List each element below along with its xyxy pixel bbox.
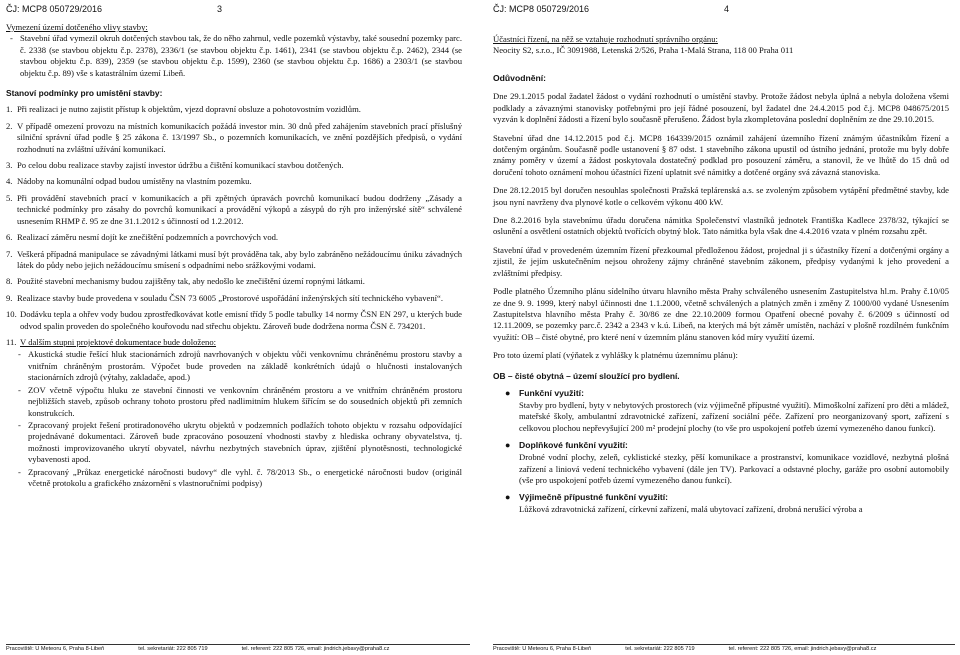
condition-item: 8. Použité stavební mechanismy budou zajištěny tak, aby nedošlo ke znečištění území ropnými látkami. (6, 276, 365, 287)
affected-area-item: - Stavební úřad vymezil okruh dotčených stavbou tak, že do něho zahrnul, vedle pozemků výstavby, také sousední pozemky parc. č. 2338 (se stavbou objektu č.p. 2378), 2336/1 (se stavbou objektu č.p. 1461), 2341 (se stavbou objektu č.p. 2462), 2344 (se stavbou objektu č.p. 839), 2359 (se stavbou objektu č.p. 1599), 2360 (se stavbou objektu č.p. 1686) a 2303/1 (se stavbou objektu č.p. 89) vše s katastrálním území Libeň. (10, 33, 462, 78)
reasoning-paragraph: Stavební úřad dne 14.12.2015 pod č.j. MCP8 164339/2015 oznámil zahájení územního řízení známým účastníkům řízení a dotčeným orgánům. Současně podle ustanovení § 87 odst. 1 stavebního zákona upustil od ústního jednání, protože mu byly dobře známy poměry v území a žádost poskytovala dostatečný podklad pro posouzení záměru, a stanovil, že ve lhůtě do 15 dnů od doručení tohoto oznámení mohou účastníci řízení uplatnit své námitky a dotčené orgány svá závazná stanoviska. (493, 132, 949, 177)
zone-title: OB – čisté obytná – území sloužící pro bydlení. (493, 370, 680, 381)
zone-item: ● Doplňkové funkční využití: (505, 440, 628, 451)
zone-item: ● Funkční využití: (505, 387, 584, 398)
page-footer: Pracoviště: U Meteoru 6, Praha 8-Libeň tel. sekretariát: 222 805 719 tel. referent: 222 805 726, email: jindrich.jebavy@praha8.cz (493, 644, 955, 653)
condition-item: 7. Veškerá případná manipulace se závadnými látkami musí být prováděna tak, aby bylo zabráněno nežádoucímu úniku závadných látek do půdy nebo jejich nežádoucímu smísení s odpadními nebo srážkovými vodami. (6, 248, 462, 270)
affected-area-text: Stavební úřad vymezil okruh dotčených stavbou tak, že do něho zahrnul, vedle pozemků výstavby, také sousední pozemky parc. č. 2338 (se stavbou objektu č.p. 2378), 2336/1 (se stavbou objektu č.p. 1461), 2341 (se stavbou objektu č.p. 2462), 2344 (se stavbou objektu č.p. 839), 2359 (se stavbou objektu č.p. 1599), 2360 (se stavbou objektu č.p. 1686) a 2303/1 (se stavbou objektu č.p. 89) vše s katastrálním území Libeň. (20, 33, 462, 78)
condition-item: 9. Realizace stavby bude provedena v souladu ČSN 73 6005 „Prostorové uspořádání inženýrských sítí technického vybavení“. (6, 292, 443, 303)
condition-item: 6. Realizací záměru nesmí dojít ke znečištění podzemních a povrchových vod. (6, 232, 279, 243)
reasoning-paragraph: Dne 29.1.2015 podal žadatel žádost o vydání rozhodnutí o umístění stavby. Protože žádost nebyla úplná a nebyla doložena všemi podklady a závaznými stanovisky potřebnými pro její řádné posouzení, byl žadatel dne 24.4.2015 pod č.j. MCP8 048675/2015 vyzván k doplnění žádosti a řízení bylo současně přerušeno. Žádost byla zkompletována poslední doplněním ze dne 29.10.2015. (493, 91, 949, 125)
page-number: 3 (216, 4, 222, 14)
reasoning-paragraph: Stavební úřad v provedeném územním řízení přezkoumal předloženou žádost, projednal ji s účastníky řízení a dotčenými orgány a zjistil, že jejím uskutečněním nejsou ohroženy zájmy chráněné stavebním zákonem, předpisy vydanými k jeho provedení a zvláštními předpisy. (493, 244, 949, 278)
documentation-item: - Akustická studie řešící hluk stacionárních zdrojů navrhovaných v objektu vůči venkovnímu chráněnému prostoru stavby a vnitřním chráněným prostorám. Výpočet bude proveden na základě konkrétních údajů o hlučnosti instalovaných stacionárních zdrojů (výtahy, zakladače, apod.) (18, 349, 462, 383)
reasoning-paragraph: Dne 28.12.2015 byl doručen nesouhlas společnosti Pražská teplárenská a.s. se zvoleným způsobem vytápění předmětné stavby, kde jsou nyní navrženy dva plynové kotle o celkovém výkonu 400 kW. (493, 185, 949, 207)
reasoning-paragraph: Podle platného Územního plánu sídelního útvaru hlavního města Prahy schváleného usnesením Zastupitelstva hl.m. Prahy č.10/05 ze dne 9. 9. 1999, který nabyl účinnosti dne 1.1.2000, včetně schválených a platných změn i změny Z 1000/00 vydané Usnesením Zastupitelstva hlavního města Prahy č. 30/86 ze dne 22.10.2009 formou Opatření obecné povahy č. 6/2009 s účinností od 12.11.2009, se pozemky parc.č. 2342 a 2343 v k.ú. Libeň, na kterých má být záměr umístěn, nachází v plošně rozdílném funkčním využití: OB – čisté obytné, pro které není v územním plánu stanoven kód míry využití území. (493, 286, 949, 342)
reasoning-title: Odůvodnění: (493, 72, 546, 83)
documentation-item: - ZOV včetně výpočtu hluku ze stavební činnosti ve venkovním chráněném prostoru a ve vnitřním chráněném prostoru nejbližších staveb, způsob ochrany tohoto prostoru před nadlimitním hlukem šířícím se do sousedních objektů při zemních konstrukcích. (18, 384, 462, 418)
page-header (6, 4, 462, 18)
participants-text: Neocity S2, s.r.o., IČ 3091988, Letenská 2/526, Praha 1-Malá Strana, 118 00 Praha 011 (493, 45, 794, 56)
page-footer: Pracoviště: U Meteoru 6, Praha 8-Libeň tel. sekretariát: 222 805 719 tel. referent: 222 805 726, email: jindrich.jebavy@praha8.cz (6, 644, 470, 653)
condition-item: 4. Nádoby na komunální odpad budou umístěny na vlastním pozemku. (6, 176, 252, 187)
condition-item: 1. Při realizaci je nutno zajistit přístup k objektům, vjezd dopravní obsluze a pohotovostním vozidlům. (6, 104, 361, 115)
reference-number: ČJ: MCP8 050729/2016 (493, 4, 590, 14)
conditions-title: Stanoví podmínky pro umístění stavby: (6, 88, 163, 99)
participants-title: Účastníci řízení, na něž se vztahuje rozhodnutí správního orgánu: (493, 34, 718, 44)
documentation-item: - Zpracovaný projekt řešení protiradonového ukrytu objektů v podzemních podlažích tohoto objektu v rozsahu odpovídající projednávané dokumentaci. Zároveň bude zpracováno posouzení vhodnosti stavby z hlediska ochrany obyvatelstva, tj. možnosti improvizovaného ukrytí obyvatel, návrhu nezbytných stavebních úprav, zjištění plynotěsnosti, technologické vybavenosti apod. (18, 419, 462, 465)
page-3 (0, 0, 470, 655)
condition-item: 11. V dalším stupni projektové dokumentace bude doloženo: (6, 337, 217, 348)
zone-item-text: Stavby pro bydlení, byty v nebytových prostorech (viz výjimečně přípustné využití). Mimoškolní zařízení pro děti a mládež, mateřské školy, ambulantní zdravotnické zařízení, zařízení sociální péče. Zařízení pro neorganizovaný sport, zařízení s celkovou plochou nepřevyšující 200 m² prodejní plochy (to vše pro uspokojení potřeb území vymezeného danou funkcí). (519, 399, 949, 433)
conditions-list (6, 104, 462, 489)
condition-item: 10. Dodávku tepla a ohřev vody budou zprostředkovávat kotle emisní třídy 5 podle tabulky 14 normy ČSN EN 297, u kterých bude odvod spalin proveden do společného kouřovodu nad střechu objektu. Zároveň bude dodržena norma ČSN č. 734201. (6, 309, 462, 331)
page-number: 4 (723, 4, 729, 14)
page-4 (487, 0, 957, 655)
zone-item-text: Lůžková zdravotnická zařízení, církevní zařízení, malá ubytovací zařízení, drobná nerušící výroba a (519, 504, 863, 515)
reference-number: ČJ: MCP8 050729/2016 (6, 4, 103, 14)
page-header (493, 4, 949, 18)
reasoning-paragraph: Pro toto území platí (výňatek z vyhlášky k platnému územnímu plánu): (493, 350, 738, 361)
documentation-item: - Zpracovaný „Průkaz energetické náročnosti budovy“ dle vyhl. č. 78/2013 Sb., o energetické náročnosti budov (originál včetně protokolu a grafického znázornění s vlastnoručními podpisy) (18, 466, 462, 489)
reasoning-paragraph: Dne 8.2.2016 byla stavebnímu úřadu doručena námitka Společenství vlastníků jednotek Františka Kadlece 2378/32, týkající se oslunění a osvětlení ostatních objektů tvořících obytný blok. Tato námitka byla však dne 4.4.2016 vzata v plném rozsahu zpět. (493, 215, 949, 237)
affected-area-title: Vymezení území dotčeného vlivy stavby: (6, 22, 148, 32)
condition-item: 3. Po celou dobu realizace stavby zajistí investor údržbu a čištění komunikací stavbou dotčených. (6, 159, 344, 170)
zone-item: ● Výjimečně přípustné funkční využití: (505, 492, 668, 503)
condition-item: 2. V případě omezení provozu na místních komunikacích požádá investor min. 30 dnů před zahájením stavebních prací příslušný silniční správní úřad podle § 25 zákona č. 13/1997 Sb., o pozemních komunikacích, ve znění pozdějších předpisů, o vydání rozhodnutí na zvláštní užívání komunikací. (6, 120, 462, 154)
zone-item-text: Drobné vodní plochy, zeleň, cyklistické stezky, pěší komunikace a prostranství, komunikace vozidlové, nezbytná plošná zařízení a liniová vedení technického vybavení (dále jen TV). Parkovací a odstavné plochy, garáže pro osobní automobily (vše pro uspokojení potřeb území vymezeného danou funkcí). (519, 452, 949, 485)
condition-item: 5. Při provádění stavebních prací v komunikacích a při zpětných úpravách povrchů komunikací budou dodrženy „Zásady a technické podmínky pro zásahy do povrchů komunikací a provádění výkopů a zásypů do rýh pro inženýrské sítě“ schválené usnesením RHMP č. 95 ze dne 31.1.2012 s účinností od 1.2.2012. (6, 192, 462, 226)
